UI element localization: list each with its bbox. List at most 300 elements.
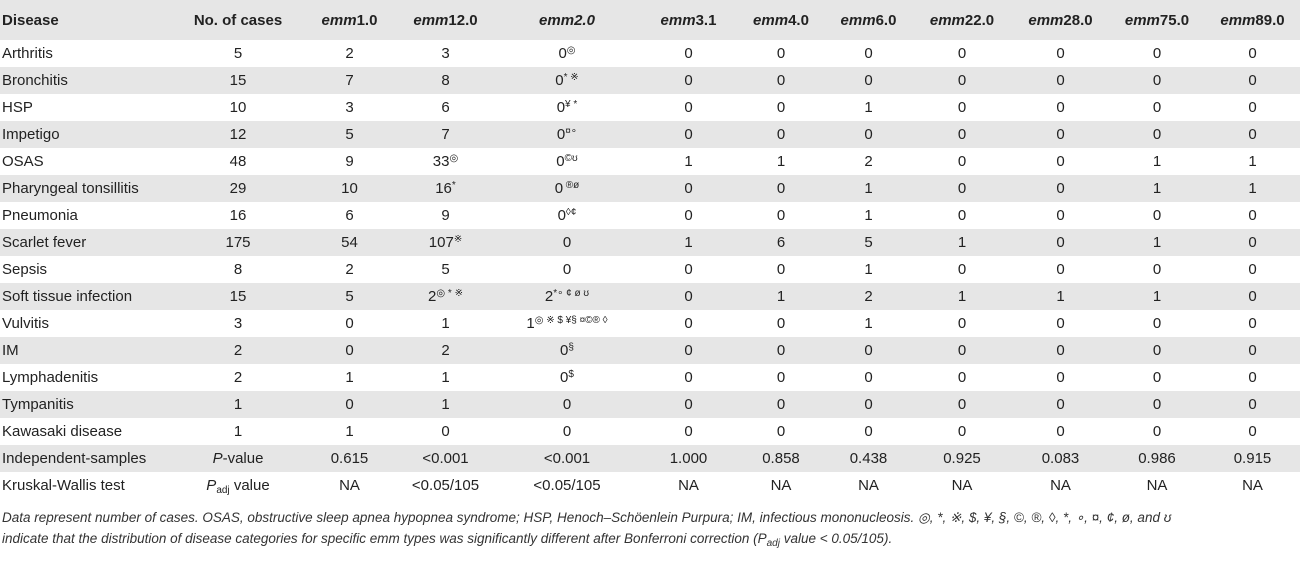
stats-value: NA [1146,477,1168,494]
count-cell [397,148,494,175]
count-cell [397,175,494,202]
disease-cell: Soft tissue infection [2,288,133,305]
count-cell [640,229,737,256]
header-emm-89: emm89.0 [1220,11,1285,29]
count-value: 1 [441,396,450,413]
header-emm-6: emm6.0 [840,11,897,29]
count-cell [1109,418,1205,445]
count-value: 8 [441,72,450,89]
count-cell [1205,202,1300,229]
count-value: 0 [1248,207,1257,224]
count-cell [737,310,825,337]
count-cell [397,94,494,121]
count-cell [825,40,912,67]
count-cell [302,148,397,175]
count-cell [737,67,825,94]
stats-measure: P-value [212,450,264,467]
count-cell [397,40,494,67]
count-cell [302,121,397,148]
header-emm-2: emm2.0 [539,11,595,29]
count-value: 0 [957,261,967,278]
count-cell [494,229,640,256]
count-value: 0 [957,72,967,89]
cases-cell: 8 [233,261,243,278]
count-value: 7 [345,72,354,89]
header-emm-1: emm1.0 [321,11,378,29]
count-value: 0 [1248,423,1257,440]
disease-cell: OSAS [2,153,44,170]
count-value: 1 [776,153,786,170]
count-cell [302,310,397,337]
count-value: 1 [1056,288,1065,305]
count-cell [1205,418,1300,445]
count-cell [1205,310,1300,337]
count-cell [825,175,912,202]
count-value: 1 [864,207,873,224]
table-body [0,40,1300,499]
stats-value: NA [1242,477,1263,494]
count-cell [912,94,1012,121]
count-cell [1012,418,1109,445]
count-cell [494,175,640,202]
count-value: 0 [684,423,693,440]
count-value: 1 [864,99,873,116]
count-value: 0 [1248,126,1257,143]
table-row [0,337,1300,364]
count-value: 0 [1248,369,1257,386]
stats-label: Independent-samples [2,450,147,467]
cases-cell: 29 [229,180,247,197]
count-value: 1 [345,369,354,386]
count-value: 0 [684,261,693,278]
count-cell [640,202,737,229]
count-cell [737,40,825,67]
count-cell [1109,283,1205,310]
count-cell [640,256,737,283]
count-cell [1109,364,1205,391]
count-cell [397,418,494,445]
table-row [0,175,1300,202]
count-value: 0 [1056,126,1065,143]
stats-value: 0.083 [1041,450,1080,467]
count-value: 0 [864,342,873,359]
count-cell [397,337,494,364]
table-row [0,256,1300,283]
count-value: 0 [684,369,693,386]
count-value: 0 [1152,423,1162,440]
count-cell [1205,256,1300,283]
count-cell [302,175,397,202]
count-value: 0 [1056,207,1065,224]
count-cell [825,283,912,310]
significance-marks: ¤∘ [565,126,578,137]
table-row [0,391,1300,418]
count-value: 0 [1056,234,1065,251]
stats-value: <0.001 [422,450,469,467]
cases-cell: 15 [229,72,247,89]
count-value: 2 [544,288,554,305]
count-value: 1 [957,288,967,305]
count-cell [1109,40,1205,67]
count-cell [1109,148,1205,175]
count-cell [494,256,640,283]
count-cell [737,337,825,364]
count-cell [640,283,737,310]
count-cell [640,148,737,175]
count-value: 7 [441,126,450,143]
stats-value: NA [951,477,973,494]
count-value: 1 [776,288,786,305]
table-row [0,94,1300,121]
count-cell [397,67,494,94]
count-value: 0 [1152,99,1162,116]
count-value: 0 [1056,396,1065,413]
count-value: 1 [684,234,693,251]
count-cell [912,310,1012,337]
significance-marks: § [568,342,574,353]
count-value: 0 [864,72,873,89]
count-value: 0 [1056,342,1065,359]
count-cell [1012,40,1109,67]
count-cell [640,364,737,391]
table-row [0,229,1300,256]
count-cell [1205,94,1300,121]
header-emm-75: emm75.0 [1124,11,1190,29]
count-value: 6 [441,99,450,116]
table-row [0,283,1300,310]
count-value: 0 [684,288,693,305]
cases-cell: 1 [233,396,243,413]
count-value: 0 [558,45,567,62]
count-cell [1012,310,1109,337]
count-cell [397,202,494,229]
count-cell [494,202,640,229]
significance-marks: ¥ * [565,99,578,110]
count-cell [912,202,1012,229]
significance-marks: ◊¢ [565,207,577,218]
count-value: 0 [957,369,967,386]
count-value: 0 [1056,315,1065,332]
significance-marks: * ※ [563,72,579,83]
count-value: 0 [1152,126,1162,143]
count-cell [397,391,494,418]
stats-value: 0.915 [1233,450,1272,467]
count-cell [912,67,1012,94]
disease-cell: Pharyngeal tonsillitis [2,180,139,197]
count-value: 1 [864,315,873,332]
count-cell [825,418,912,445]
count-value: 1 [1248,153,1257,170]
count-value: 1 [1152,288,1162,305]
count-value: 0 [562,261,572,278]
disease-cell: Impetigo [2,126,60,143]
count-value: 0 [556,153,565,170]
count-value: 9 [441,207,450,224]
header-emm-22: emm22.0 [929,11,995,29]
count-cell [1205,283,1300,310]
count-value: 0 [684,342,693,359]
stats-value: 0.986 [1138,450,1176,467]
count-value: 0 [957,207,967,224]
count-cell [912,175,1012,202]
count-cell [1109,391,1205,418]
count-cell [912,391,1012,418]
count-value: 0 [554,180,564,197]
count-cell [1012,283,1109,310]
count-value: 0 [864,369,873,386]
count-cell [825,310,912,337]
count-value: 0 [1056,369,1065,386]
count-cell [912,40,1012,67]
count-value: 0 [957,126,967,143]
table-row [0,121,1300,148]
cases-cell: 175 [225,234,251,251]
count-value: 2 [441,342,450,359]
disease-cell: Lymphadenitis [2,369,99,386]
count-value: 0 [560,342,569,359]
count-cell [397,121,494,148]
count-cell [302,40,397,67]
count-value: 0 [957,153,967,170]
count-cell [912,364,1012,391]
header-disease: Disease [2,11,59,29]
table-row [0,202,1300,229]
count-cell [825,337,912,364]
count-value: 54 [341,234,358,251]
count-value: 0 [1056,72,1065,89]
table-row [0,148,1300,175]
count-cell [1012,202,1109,229]
count-cell [302,391,397,418]
count-value: 0 [345,342,354,359]
count-value: 0 [1248,234,1257,251]
table-row [0,418,1300,445]
count-cell [1205,229,1300,256]
stats-value: NA [858,477,879,494]
count-cell [302,229,397,256]
count-cell [1109,67,1205,94]
count-cell [912,337,1012,364]
count-cell [1012,337,1109,364]
stats-value: <0.05/105 [411,477,480,494]
count-cell [825,94,912,121]
disease-cell: IM [2,342,19,359]
disease-cell: Kawasaki disease [2,423,123,440]
significance-marks: ®ø [563,180,580,191]
count-value: 0 [1152,315,1162,332]
count-value: 1 [864,180,873,197]
count-cell [494,364,640,391]
significance-marks: ©ʊ [564,153,578,164]
count-value: 3 [345,99,354,116]
count-cell [302,283,397,310]
count-value: 0 [562,396,572,413]
significance-marks: $ [568,369,574,380]
count-value: 1 [957,234,967,251]
count-value: 0 [957,342,967,359]
header-cases: No. of cases [193,11,283,29]
count-cell [1012,364,1109,391]
stats-value: NA [339,477,360,494]
count-cell [494,94,640,121]
count-value: 0 [1152,45,1162,62]
count-value: 0 [441,423,450,440]
header-emm-28: emm28.0 [1028,11,1093,29]
count-cell [912,256,1012,283]
count-value: 0 [1152,261,1162,278]
count-cell [1109,94,1205,121]
count-value: 9 [345,153,354,170]
stats-value: 1.000 [669,450,708,467]
cases-cell: 5 [233,45,243,62]
stats-value: 0.925 [943,450,981,467]
count-cell [640,418,737,445]
count-cell [640,391,737,418]
count-cell [737,391,825,418]
count-value: 0 [776,126,786,143]
count-cell [1109,337,1205,364]
count-value: 33 [432,153,450,170]
count-value: 0 [1248,342,1257,359]
count-cell [737,418,825,445]
count-value: 0 [776,342,786,359]
cases-cell: 2 [233,369,243,386]
count-cell [825,67,912,94]
count-cell [825,202,912,229]
count-cell [737,283,825,310]
count-cell [302,94,397,121]
count-value: 0 [684,315,693,332]
count-value: 0 [864,423,873,440]
count-cell [640,94,737,121]
count-value: 0 [1056,99,1065,116]
cases-cell: 15 [229,288,247,305]
stats-value: NA [678,477,699,494]
significance-marks: * [451,180,456,191]
significance-marks: ※ [453,234,463,245]
count-value: 0 [1056,261,1065,278]
count-value: 0 [556,126,566,143]
count-value: 0 [684,396,693,413]
count-cell [737,256,825,283]
table-footnote: Data represent number of cases. OSAS, obstructive sleep apnea hypopnea syndrome; HSP, Henoch–Schöenlein Purpura; IM, infectious mononucleosis. ◎, *, ※, $, ¥, §, ©, ®, ◊, *, ∘, ¤, ¢, ø, and ʊ indicate that the distribution of disease categories for specific emm types was significantly different after Bonferroni correction ($P_{adj}$ value < 0.05/105). [2,510,1172,549]
count-cell [737,175,825,202]
stats-row [0,445,1300,472]
count-value: 2 [345,45,354,62]
count-cell [1205,175,1300,202]
header-emm-4: emm4.0 [753,11,809,29]
count-value: 0 [776,423,786,440]
count-cell [737,364,825,391]
count-cell [1205,121,1300,148]
stats-measure: $P_{adj}$ value [206,477,270,496]
count-cell [494,391,640,418]
disease-cell: HSP [2,99,33,116]
count-cell [912,148,1012,175]
count-cell [825,229,912,256]
count-cell [825,256,912,283]
count-value: 0 [957,396,967,413]
count-value: 0 [1056,153,1065,170]
count-cell [737,229,825,256]
count-value: 0 [1152,207,1162,224]
count-value: 0 [776,369,786,386]
count-cell [397,229,494,256]
disease-cell: Arthritis [2,45,53,62]
header-emm-12: emm12.0 [413,11,478,29]
count-cell [912,121,1012,148]
count-value: 0 [1248,396,1257,413]
count-value: 5 [345,126,354,143]
count-value: 0 [776,315,786,332]
count-value: 10 [341,180,358,197]
count-cell [302,256,397,283]
stats-value: 0.615 [330,450,369,467]
count-cell [912,283,1012,310]
cases-cell: 2 [233,342,243,359]
count-value: 1 [441,315,450,332]
count-value: 0 [684,45,693,62]
count-cell [1012,175,1109,202]
count-cell [1012,148,1109,175]
count-cell [825,148,912,175]
cases-cell: 12 [229,126,247,143]
stats-row [0,472,1300,499]
disease-cell: Vulvitis [2,315,49,332]
count-value: 0 [1152,72,1162,89]
count-value: 0 [560,369,569,386]
count-value: 0 [562,423,572,440]
count-value: 0 [1248,288,1257,305]
disease-cell: Bronchitis [2,72,68,89]
count-value: 0 [1056,423,1065,440]
count-value: 0 [776,207,786,224]
count-value: 0 [864,396,873,413]
stats-value: 0.438 [849,450,888,467]
count-cell [912,229,1012,256]
count-cell [640,337,737,364]
stats-value: NA [1050,477,1071,494]
count-cell [494,337,640,364]
table-row [0,310,1300,337]
count-cell [1205,337,1300,364]
count-cell [494,40,640,67]
cases-cell: 1 [233,423,243,440]
significance-marks: ◎ * ※ [436,288,463,299]
stats-label: Kruskal-Wallis test [2,477,125,494]
count-cell [1109,229,1205,256]
count-cell [1205,67,1300,94]
count-cell [302,418,397,445]
count-cell [1109,202,1205,229]
stats-value: 0.858 [762,450,800,467]
count-value: 0 [776,72,786,89]
count-cell [1109,175,1205,202]
count-value: 0 [1152,396,1162,413]
cases-cell: 10 [229,99,247,116]
table-row [0,40,1300,67]
count-value: 1 [526,315,535,332]
count-value: 5 [864,234,873,251]
count-value: 0 [1056,180,1065,197]
count-value: 0 [345,396,354,413]
count-cell [912,418,1012,445]
count-value: 0 [1248,72,1257,89]
count-value: 0 [776,396,786,413]
significance-marks: *∘ ¢ ø ʊ [553,288,590,299]
count-cell [397,310,494,337]
count-value: 0 [684,72,693,89]
